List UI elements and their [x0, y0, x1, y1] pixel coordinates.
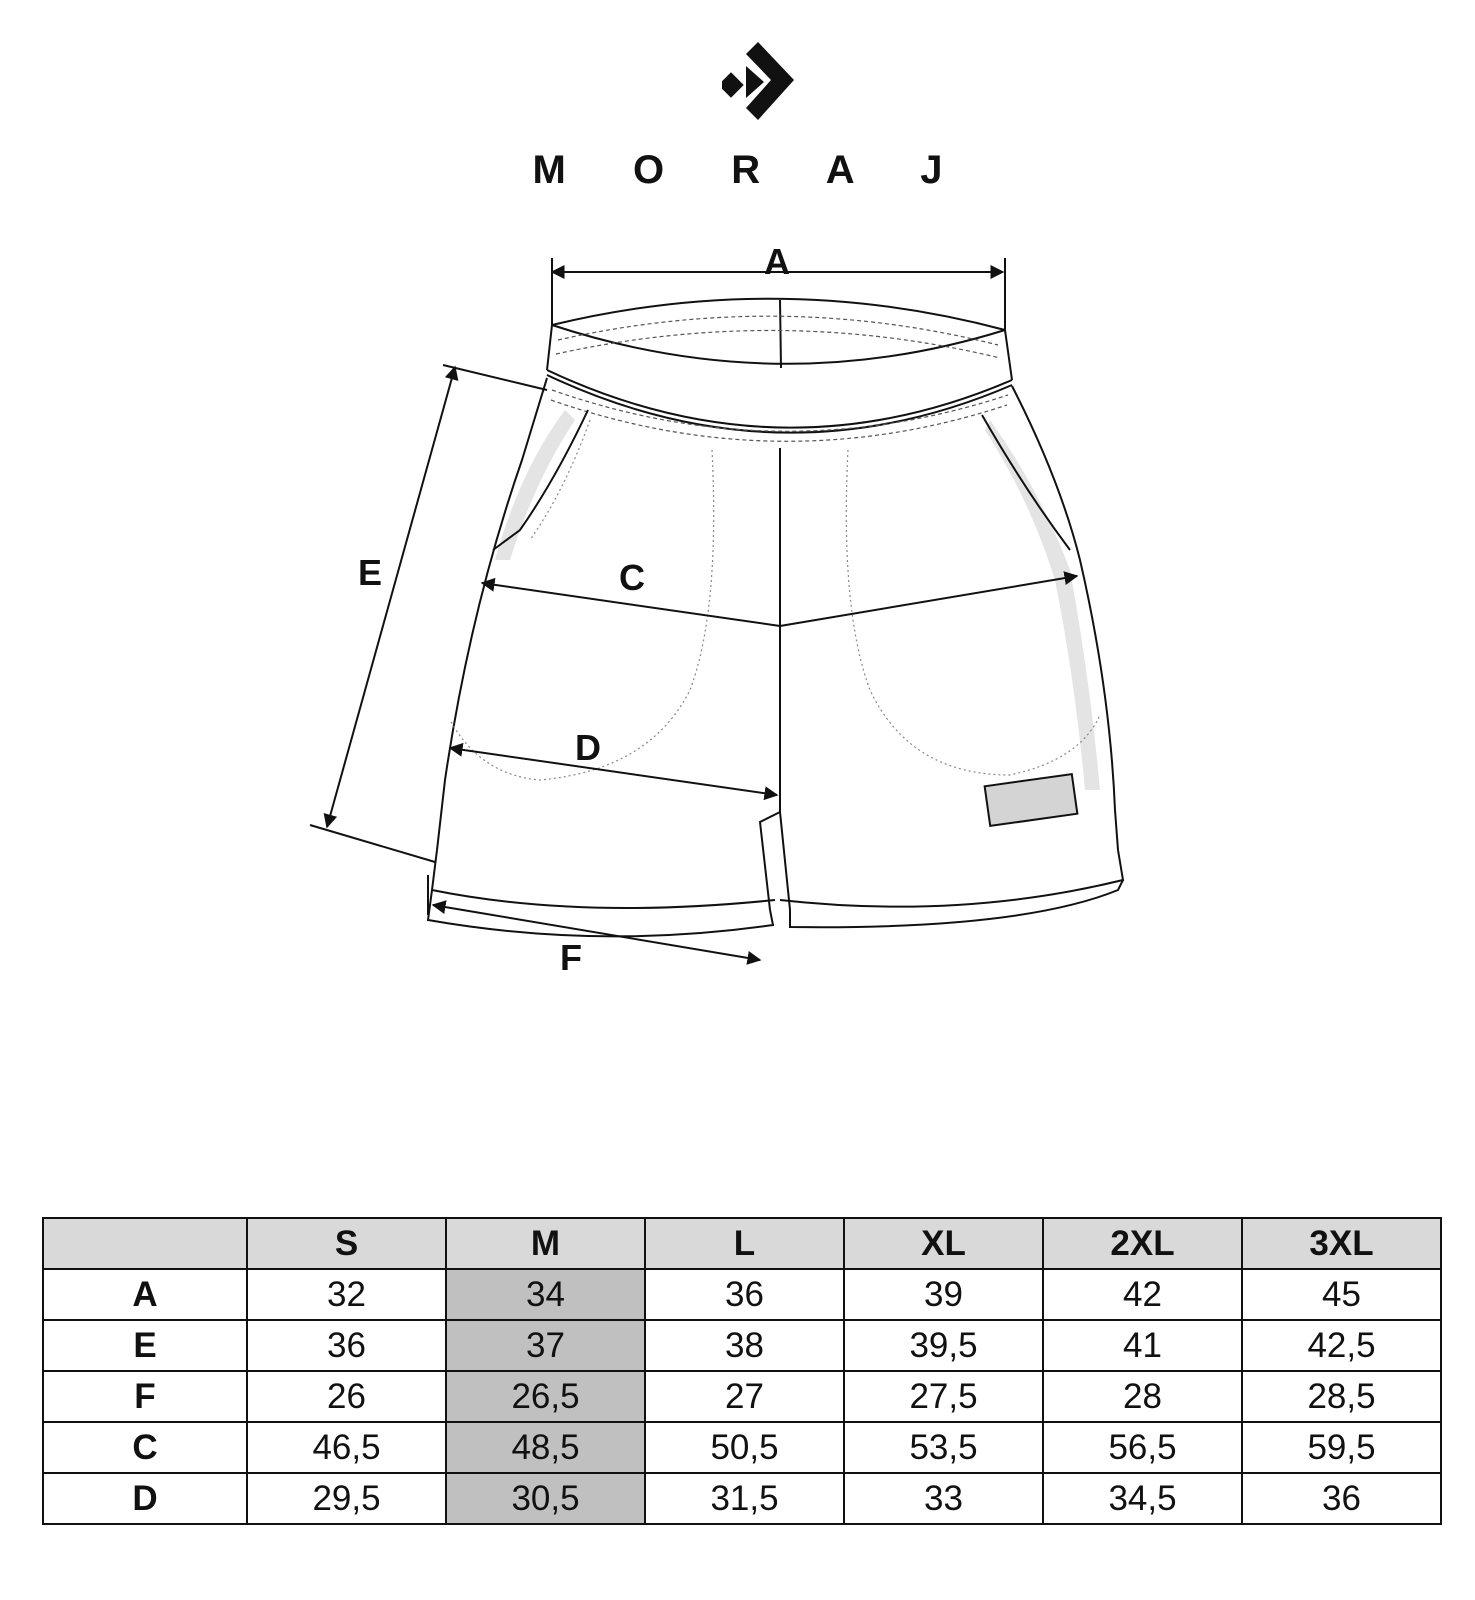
table-row: [43, 1473, 1441, 1524]
table-cell: 39: [844, 1269, 1043, 1320]
table-cell: 31,5: [645, 1473, 844, 1524]
table-cell: 50,5: [645, 1422, 844, 1473]
shorts-body: [428, 378, 1123, 936]
table-row: [43, 1320, 1441, 1371]
table-cell-highlighted: 37: [446, 1320, 645, 1371]
table-cell: 27: [645, 1371, 844, 1422]
table-cell: 28: [1043, 1371, 1242, 1422]
brand-logo: [0, 30, 1475, 200]
dim-label-f: F: [560, 937, 582, 978]
header-cell-2xl: 2XL: [1043, 1218, 1242, 1269]
dim-label-c: C: [619, 557, 645, 598]
table-cell: 45: [1242, 1269, 1441, 1320]
header-cell: [43, 1218, 247, 1269]
table-cell: 42: [1043, 1269, 1242, 1320]
header-cell-xl: XL: [844, 1218, 1043, 1269]
table-cell-highlighted: 48,5: [446, 1422, 645, 1473]
size-table: [42, 1217, 1442, 1525]
row-label: E: [43, 1320, 247, 1371]
dim-label-e: E: [357, 552, 383, 593]
table-cell: 27,5: [844, 1371, 1043, 1422]
table-cell: 36: [1242, 1473, 1441, 1524]
table-row: [43, 1269, 1441, 1320]
table-cell: 29,5: [247, 1473, 446, 1524]
table-cell: 53,5: [844, 1422, 1043, 1473]
table-cell: 41: [1043, 1320, 1242, 1371]
table-cell: 36: [645, 1269, 844, 1320]
table-cell-highlighted: 26,5: [446, 1371, 645, 1422]
header-cell-m: M: [446, 1218, 645, 1269]
table-cell: 32: [247, 1269, 446, 1320]
table-cell: 46,5: [247, 1422, 446, 1473]
header-cell-s: S: [247, 1218, 446, 1269]
dim-label-d: D: [575, 727, 601, 768]
shorts-sketch: [0, 230, 1475, 1010]
brand-name: M O R A J: [532, 148, 971, 192]
table-cell: 56,5: [1043, 1422, 1242, 1473]
table-cell: 34,5: [1043, 1473, 1242, 1524]
row-label: A: [43, 1269, 247, 1320]
table-cell: 33: [844, 1473, 1043, 1524]
table-cell-highlighted: 30,5: [446, 1473, 645, 1524]
moraj-logo-icon: [722, 42, 812, 132]
row-label: F: [43, 1371, 247, 1422]
table-cell: 39,5: [844, 1320, 1043, 1371]
table-cell: 36: [247, 1320, 446, 1371]
header-cell-l: L: [645, 1218, 844, 1269]
table-cell: 59,5: [1242, 1422, 1441, 1473]
table-row: [43, 1422, 1441, 1473]
table-row: [43, 1371, 1441, 1422]
table-cell-highlighted: 34: [446, 1269, 645, 1320]
dim-label-a: A: [764, 241, 790, 282]
shorts-diagram: [0, 230, 1475, 1010]
header-cell-3xl: 3XL: [1242, 1218, 1441, 1269]
table-header-row: [43, 1218, 1441, 1269]
dimension-lines: [310, 258, 1077, 960]
row-label: D: [43, 1473, 247, 1524]
table-cell: 42,5: [1242, 1320, 1441, 1371]
table-cell: 38: [645, 1320, 844, 1371]
waistband: [547, 299, 1012, 433]
table-cell: 28,5: [1242, 1371, 1441, 1422]
row-label: C: [43, 1422, 247, 1473]
table-cell: 26: [247, 1371, 446, 1422]
